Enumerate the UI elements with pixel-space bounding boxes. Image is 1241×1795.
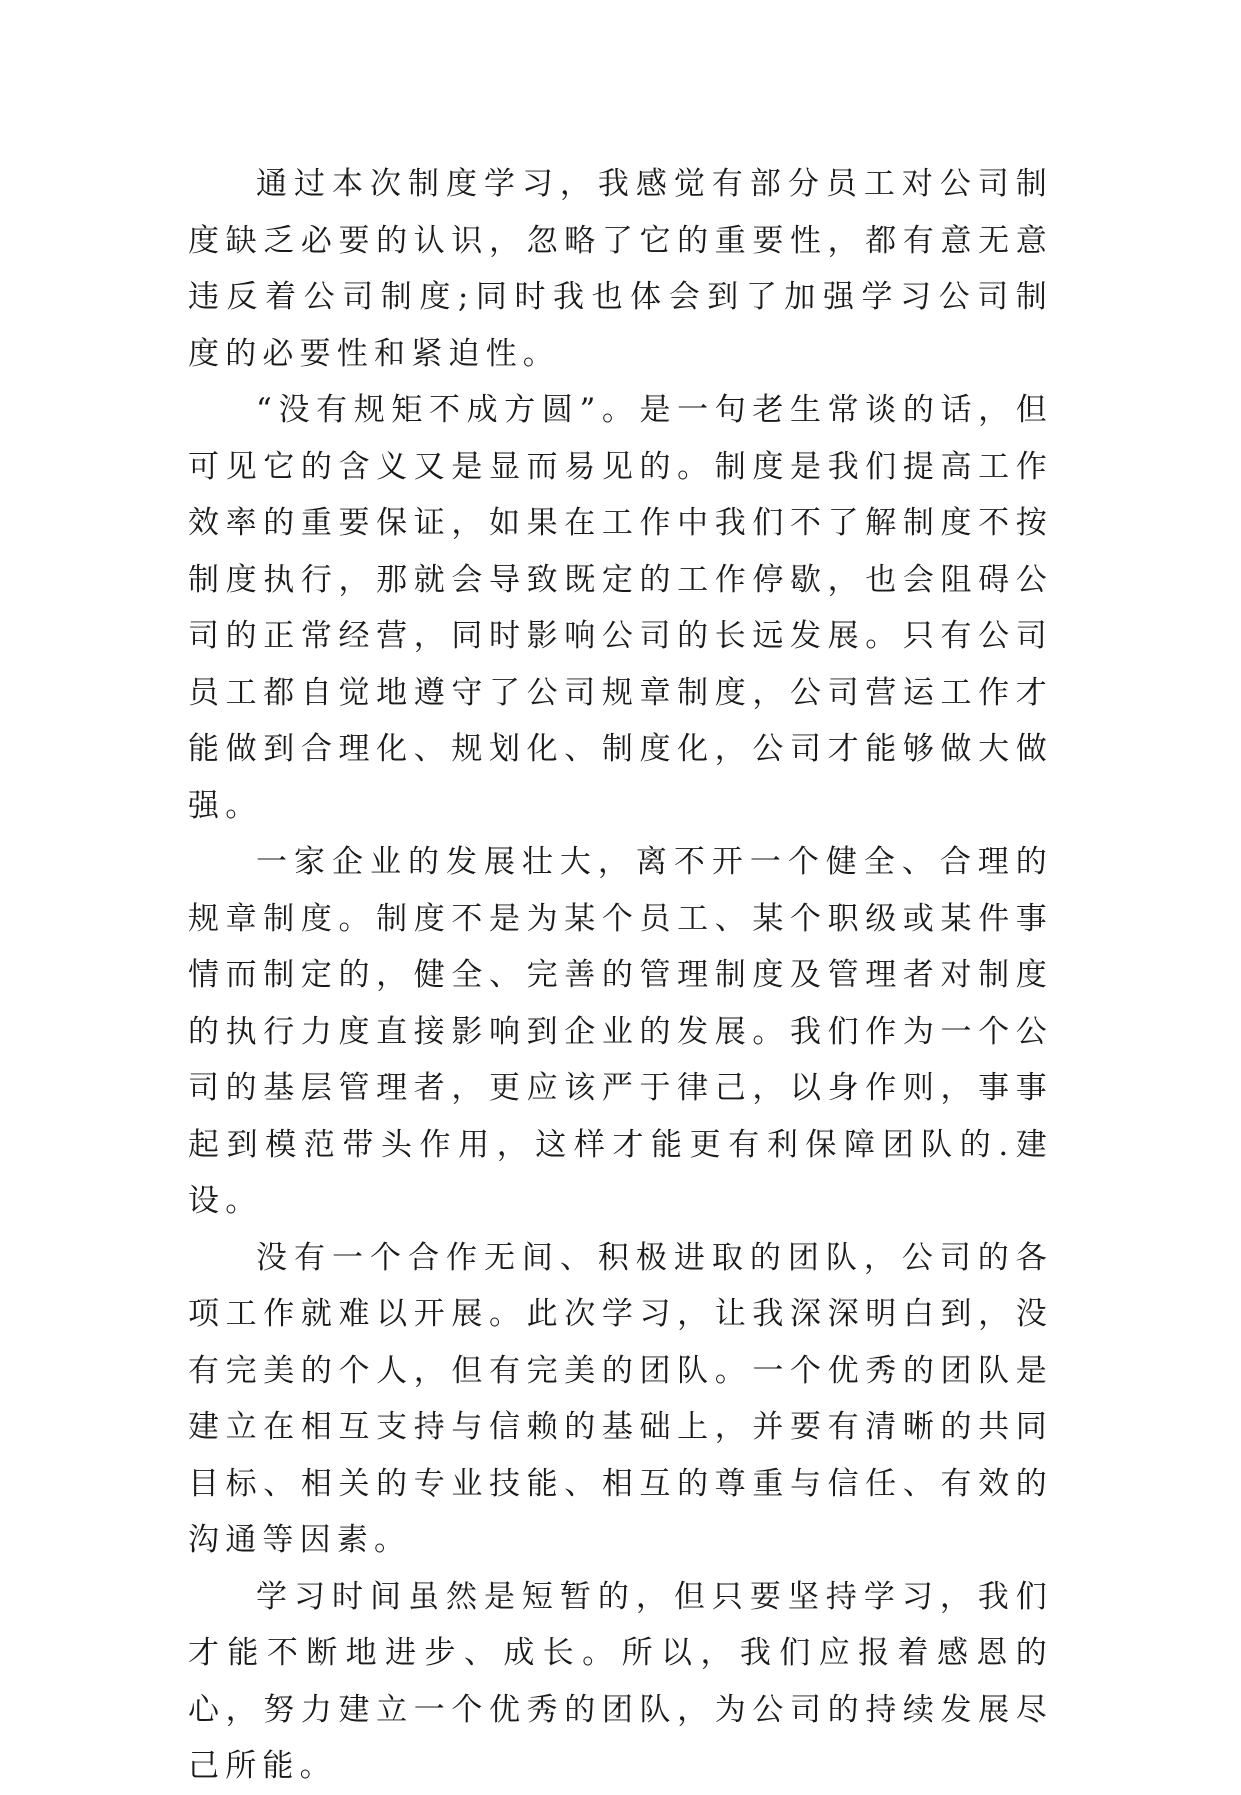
paragraph-1: 通过本次制度学习，我感觉有部分员工对公司制度缺乏必要的认识，忽略了它的重要性，都有意无意违反着公司制度;同时我也体会到了加强学习公司制度的必要性和紧迫性。 [188, 166, 1053, 372]
paragraph-3: 一家企业的发展壮大，离不开一个健全、合理的规章制度。制度不是为某个员工、某个职级或某件事情而制定的，健全、完善的管理制度及管理者对制度的执行力度直接影响到企业的发展。我们作为一个公司的基层管理者，更应该严于律己，以身作则，事事起到模范带头作用，这样才能更有利保障团队的.建设。 [188, 844, 1053, 1219]
document-body [188, 156, 1053, 1795]
paragraph-2: “没有规矩不成方圆”。是一句老生常谈的话，但可见它的含义又是显而易见的。制度是我们提高工作效率的重要保证，如果在工作中我们不了解制度不按制度执行，那就会导致既定的工作停歇，也会阻碍公司的正常经营，同时影响公司的长远发展。只有公司员工都自觉地遵守了公司规章制度，公司营运工作才能做到合理化、规划化、制度化，公司才能够做大做强。 [188, 392, 1053, 824]
paragraph-4: 没有一个合作无间、积极进取的团队，公司的各项工作就难以开展。此次学习，让我深深明白到，没有完美的个人，但有完美的团队。一个优秀的团队是建立在相互支持与信赖的基础上，并要有清晰的共同目标、相关的专业技能、相互的尊重与信任、有效的沟通等因素。 [188, 1239, 1053, 1558]
paragraph-5: 学习时间虽然是短暂的，但只要坚持学习，我们才能不断地进步、成长。所以，我们应报着感恩的心，努力建立一个优秀的团队，为公司的持续发展尽己所能。 [188, 1578, 1053, 1784]
